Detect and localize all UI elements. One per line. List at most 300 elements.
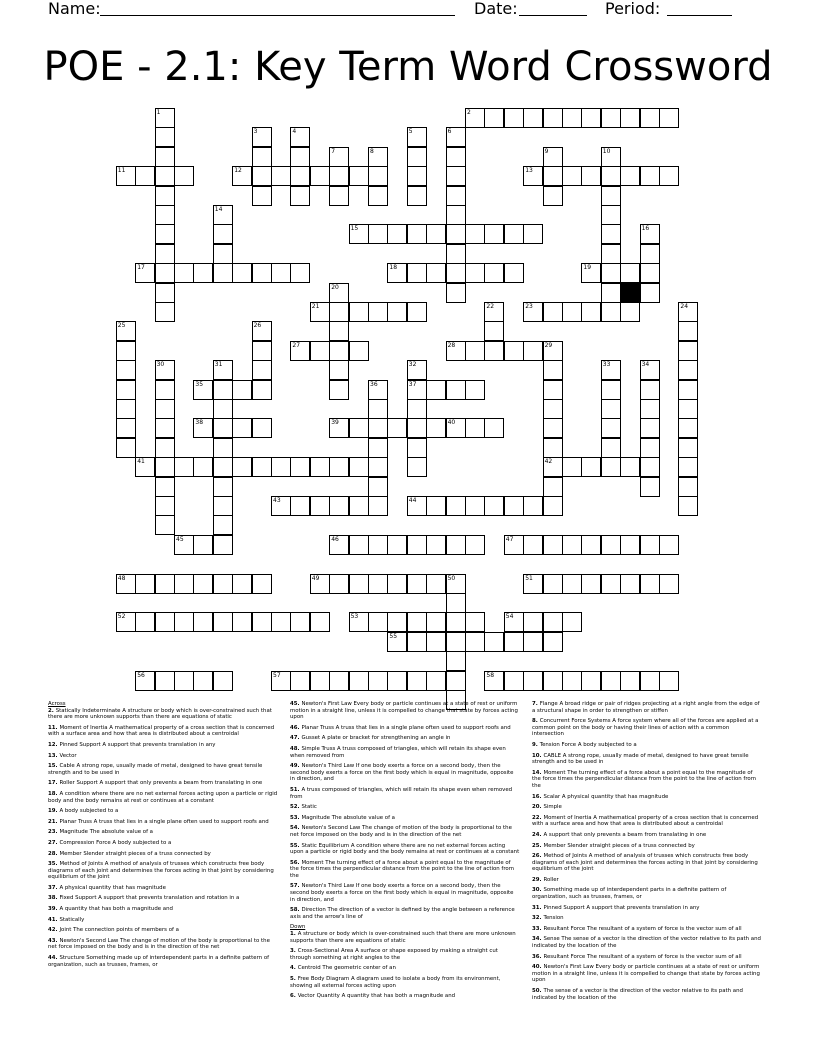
grid-cell[interactable]	[407, 632, 427, 652]
grid-cell[interactable]	[407, 496, 427, 516]
grid-cell[interactable]	[193, 574, 213, 594]
grid-cell[interactable]	[407, 186, 427, 206]
grid-cell[interactable]	[329, 186, 349, 206]
grid-cell[interactable]	[252, 418, 272, 438]
grid-cell[interactable]	[155, 515, 175, 535]
grid-cell[interactable]	[349, 166, 369, 186]
grid-cell[interactable]	[213, 360, 233, 380]
grid-cell[interactable]	[601, 574, 621, 594]
grid-cell[interactable]	[310, 302, 330, 322]
grid-cell[interactable]	[543, 438, 563, 458]
grid-cell[interactable]	[155, 224, 175, 244]
grid-cell[interactable]	[543, 632, 563, 652]
grid-cell[interactable]	[543, 477, 563, 497]
grid-cell[interactable]	[523, 496, 543, 516]
grid-cell[interactable]	[174, 535, 194, 555]
grid-cell[interactable]	[368, 186, 388, 206]
grid-cell[interactable]	[543, 535, 563, 555]
grid-cell[interactable]	[387, 535, 407, 555]
grid-cell[interactable]	[465, 612, 485, 632]
grid-cell[interactable]	[523, 671, 543, 691]
grid-cell[interactable]	[407, 127, 427, 147]
grid-cell[interactable]	[601, 147, 621, 167]
grid-cell[interactable]	[407, 418, 427, 438]
grid-cell[interactable]	[310, 457, 330, 477]
grid-cell[interactable]	[213, 477, 233, 497]
grid-cell[interactable]	[368, 457, 388, 477]
grid-cell[interactable]	[543, 612, 563, 632]
grid-cell[interactable]	[252, 127, 272, 147]
grid-cell[interactable]	[504, 632, 524, 652]
grid-cell[interactable]	[387, 612, 407, 632]
grid-cell[interactable]	[581, 263, 601, 283]
grid-cell[interactable]	[349, 671, 369, 691]
grid-cell[interactable]	[193, 671, 213, 691]
grid-cell[interactable]	[329, 496, 349, 516]
grid-cell[interactable]	[678, 302, 698, 322]
grid-cell[interactable]	[213, 535, 233, 555]
grid-cell[interactable]	[523, 632, 543, 652]
grid-cell[interactable]	[232, 380, 252, 400]
date-field[interactable]	[519, 0, 587, 16]
grid-cell[interactable]	[465, 535, 485, 555]
grid-cell[interactable]	[523, 535, 543, 555]
grid-cell[interactable]	[659, 535, 679, 555]
grid-cell[interactable]	[446, 205, 466, 225]
grid-cell[interactable]	[562, 612, 582, 632]
grid-cell[interactable]	[407, 380, 427, 400]
grid-cell[interactable]	[465, 496, 485, 516]
grid-cell[interactable]	[252, 380, 272, 400]
grid-cell[interactable]	[484, 321, 504, 341]
grid-cell[interactable]	[523, 166, 543, 186]
grid-cell[interactable]	[252, 166, 272, 186]
grid-cell[interactable]	[543, 108, 563, 128]
grid-cell[interactable]	[213, 457, 233, 477]
grid-cell[interactable]	[213, 612, 233, 632]
grid-cell[interactable]	[213, 263, 233, 283]
grid-cell[interactable]	[446, 418, 466, 438]
grid-cell[interactable]	[155, 127, 175, 147]
grid-cell[interactable]	[426, 224, 446, 244]
grid-cell[interactable]	[213, 418, 233, 438]
grid-cell[interactable]	[504, 535, 524, 555]
grid-cell[interactable]	[640, 574, 660, 594]
grid-cell[interactable]	[310, 341, 330, 361]
grid-cell[interactable]	[232, 457, 252, 477]
grid-cell[interactable]	[135, 457, 155, 477]
grid-cell[interactable]	[504, 108, 524, 128]
grid-cell[interactable]	[678, 496, 698, 516]
grid-cell[interactable]	[465, 108, 485, 128]
grid-cell[interactable]	[678, 321, 698, 341]
grid-cell[interactable]	[601, 263, 621, 283]
grid-cell[interactable]	[562, 535, 582, 555]
grid-cell[interactable]	[407, 302, 427, 322]
grid-cell[interactable]	[543, 302, 563, 322]
grid-cell[interactable]	[387, 302, 407, 322]
grid-cell[interactable]	[446, 535, 466, 555]
grid-cell[interactable]	[504, 341, 524, 361]
grid-cell[interactable]	[155, 302, 175, 322]
grid-cell[interactable]	[407, 360, 427, 380]
grid-cell[interactable]	[290, 671, 310, 691]
grid-cell[interactable]	[640, 380, 660, 400]
grid-cell[interactable]	[620, 457, 640, 477]
grid-cell[interactable]	[368, 438, 388, 458]
grid-cell[interactable]	[135, 574, 155, 594]
grid-cell[interactable]	[640, 263, 660, 283]
grid-cell[interactable]	[640, 438, 660, 458]
grid-cell[interactable]	[290, 166, 310, 186]
grid-cell[interactable]	[426, 496, 446, 516]
grid-cell[interactable]	[252, 186, 272, 206]
grid-cell[interactable]	[155, 244, 175, 264]
grid-cell[interactable]	[640, 360, 660, 380]
grid-cell[interactable]	[465, 224, 485, 244]
grid-cell[interactable]	[465, 380, 485, 400]
grid-cell[interactable]	[174, 612, 194, 632]
grid-cell[interactable]	[678, 360, 698, 380]
grid-cell[interactable]	[387, 574, 407, 594]
grid-cell[interactable]	[446, 147, 466, 167]
grid-cell[interactable]	[329, 166, 349, 186]
grid-cell[interactable]	[640, 108, 660, 128]
grid-cell[interactable]	[155, 438, 175, 458]
grid-cell[interactable]	[271, 263, 291, 283]
grid-cell[interactable]	[368, 418, 388, 438]
grid-cell[interactable]	[543, 457, 563, 477]
grid-cell[interactable]	[271, 496, 291, 516]
grid-cell[interactable]	[601, 457, 621, 477]
grid-cell[interactable]	[601, 535, 621, 555]
grid-cell[interactable]	[155, 263, 175, 283]
grid-cell[interactable]	[193, 535, 213, 555]
grid-cell[interactable]	[174, 671, 194, 691]
grid-cell[interactable]	[135, 166, 155, 186]
grid-cell[interactable]	[232, 418, 252, 438]
grid-cell[interactable]	[368, 224, 388, 244]
grid-cell[interactable]	[543, 418, 563, 438]
grid-cell[interactable]	[659, 108, 679, 128]
grid-cell[interactable]	[193, 263, 213, 283]
grid-cell[interactable]	[174, 263, 194, 283]
grid-cell[interactable]	[446, 651, 466, 671]
grid-cell[interactable]	[252, 321, 272, 341]
grid-cell[interactable]	[252, 457, 272, 477]
grid-cell[interactable]	[329, 302, 349, 322]
grid-cell[interactable]	[174, 166, 194, 186]
grid-cell[interactable]	[155, 360, 175, 380]
grid-cell[interactable]	[446, 186, 466, 206]
grid-cell[interactable]	[484, 496, 504, 516]
grid-cell[interactable]	[678, 477, 698, 497]
grid-cell[interactable]	[232, 574, 252, 594]
grid-cell[interactable]	[678, 341, 698, 361]
grid-cell[interactable]	[659, 671, 679, 691]
grid-cell[interactable]	[193, 457, 213, 477]
grid-cell[interactable]	[407, 399, 427, 419]
grid-cell[interactable]	[581, 166, 601, 186]
grid-cell[interactable]	[368, 302, 388, 322]
grid-cell[interactable]	[329, 380, 349, 400]
grid-cell[interactable]	[329, 283, 349, 303]
grid-cell[interactable]	[601, 671, 621, 691]
grid-cell[interactable]	[213, 515, 233, 535]
grid-cell[interactable]	[678, 380, 698, 400]
grid-cell[interactable]	[426, 380, 446, 400]
grid-cell[interactable]	[310, 671, 330, 691]
grid-cell[interactable]	[465, 263, 485, 283]
grid-cell[interactable]	[562, 166, 582, 186]
grid-cell[interactable]	[446, 380, 466, 400]
grid-cell[interactable]	[155, 205, 175, 225]
grid-cell[interactable]	[543, 341, 563, 361]
grid-cell[interactable]	[562, 574, 582, 594]
grid-cell[interactable]	[484, 341, 504, 361]
grid-cell[interactable]	[446, 593, 466, 613]
grid-cell[interactable]	[640, 224, 660, 244]
grid-cell[interactable]	[601, 166, 621, 186]
grid-cell[interactable]	[155, 108, 175, 128]
grid-cell[interactable]	[678, 457, 698, 477]
grid-cell[interactable]	[290, 147, 310, 167]
grid-cell[interactable]	[426, 612, 446, 632]
grid-cell[interactable]	[678, 418, 698, 438]
grid-cell[interactable]	[329, 341, 349, 361]
grid-cell[interactable]	[407, 224, 427, 244]
grid-cell[interactable]	[543, 186, 563, 206]
grid-cell[interactable]	[601, 399, 621, 419]
grid-cell[interactable]	[368, 147, 388, 167]
grid-cell[interactable]	[368, 612, 388, 632]
grid-cell[interactable]	[484, 224, 504, 244]
grid-cell[interactable]	[116, 438, 136, 458]
grid-cell[interactable]	[213, 224, 233, 244]
grid-cell[interactable]	[543, 380, 563, 400]
grid-cell[interactable]	[290, 341, 310, 361]
grid-cell[interactable]	[601, 244, 621, 264]
grid-cell[interactable]	[581, 574, 601, 594]
grid-cell[interactable]	[601, 302, 621, 322]
grid-cell[interactable]	[601, 224, 621, 244]
grid-cell[interactable]	[232, 612, 252, 632]
grid-cell[interactable]	[310, 166, 330, 186]
grid-cell[interactable]	[116, 612, 136, 632]
grid-cell[interactable]	[252, 612, 272, 632]
grid-cell[interactable]	[504, 671, 524, 691]
grid-cell[interactable]	[601, 380, 621, 400]
grid-cell[interactable]	[155, 166, 175, 186]
grid-cell[interactable]	[465, 418, 485, 438]
grid-cell[interactable]	[290, 263, 310, 283]
grid-cell[interactable]	[678, 399, 698, 419]
grid-cell[interactable]	[155, 399, 175, 419]
grid-cell[interactable]	[116, 418, 136, 438]
grid-cell[interactable]	[271, 671, 291, 691]
grid-cell[interactable]	[640, 457, 660, 477]
grid-cell[interactable]	[543, 496, 563, 516]
grid-cell[interactable]	[252, 263, 272, 283]
grid-cell[interactable]	[504, 496, 524, 516]
grid-cell[interactable]	[155, 612, 175, 632]
grid-cell[interactable]	[387, 418, 407, 438]
grid-cell[interactable]	[174, 457, 194, 477]
grid-cell[interactable]	[426, 574, 446, 594]
grid-cell[interactable]	[349, 224, 369, 244]
grid-cell[interactable]	[446, 224, 466, 244]
grid-cell[interactable]	[213, 244, 233, 264]
grid-cell[interactable]	[290, 127, 310, 147]
grid-cell[interactable]	[620, 166, 640, 186]
grid-cell[interactable]	[484, 108, 504, 128]
grid-cell[interactable]	[271, 457, 291, 477]
grid-cell[interactable]	[640, 671, 660, 691]
grid-cell[interactable]	[407, 438, 427, 458]
grid-cell[interactable]	[155, 477, 175, 497]
grid-cell[interactable]	[349, 574, 369, 594]
grid-cell[interactable]	[581, 108, 601, 128]
grid-cell[interactable]	[426, 632, 446, 652]
grid-cell[interactable]	[446, 341, 466, 361]
name-field[interactable]	[100, 0, 455, 16]
grid-cell[interactable]	[562, 108, 582, 128]
grid-cell[interactable]	[407, 147, 427, 167]
grid-cell[interactable]	[407, 612, 427, 632]
grid-cell[interactable]	[543, 671, 563, 691]
grid-cell[interactable]	[349, 612, 369, 632]
grid-cell[interactable]	[426, 535, 446, 555]
grid-cell[interactable]	[116, 574, 136, 594]
grid-cell[interactable]	[640, 535, 660, 555]
period-field[interactable]	[667, 0, 732, 16]
grid-cell[interactable]	[426, 418, 446, 438]
grid-cell[interactable]	[620, 671, 640, 691]
grid-cell[interactable]	[640, 166, 660, 186]
grid-cell[interactable]	[407, 263, 427, 283]
grid-cell[interactable]	[329, 147, 349, 167]
grid-cell[interactable]	[426, 671, 446, 691]
grid-cell[interactable]	[290, 612, 310, 632]
grid-cell[interactable]	[290, 457, 310, 477]
grid-cell[interactable]	[387, 671, 407, 691]
grid-cell[interactable]	[310, 574, 330, 594]
grid-cell[interactable]	[271, 166, 291, 186]
grid-cell[interactable]	[116, 380, 136, 400]
grid-cell[interactable]	[523, 612, 543, 632]
grid-cell[interactable]	[659, 166, 679, 186]
grid-cell[interactable]	[640, 244, 660, 264]
grid-cell[interactable]	[193, 612, 213, 632]
grid-cell[interactable]	[155, 418, 175, 438]
grid-cell[interactable]	[523, 341, 543, 361]
grid-cell[interactable]	[252, 341, 272, 361]
grid-cell[interactable]	[523, 108, 543, 128]
grid-cell[interactable]	[116, 166, 136, 186]
grid-cell[interactable]	[329, 457, 349, 477]
grid-cell[interactable]	[581, 535, 601, 555]
grid-cell[interactable]	[543, 360, 563, 380]
grid-cell[interactable]	[426, 263, 446, 283]
grid-cell[interactable]	[252, 360, 272, 380]
grid-cell[interactable]	[504, 263, 524, 283]
grid-cell[interactable]	[213, 205, 233, 225]
grid-cell[interactable]	[368, 166, 388, 186]
grid-cell[interactable]	[329, 574, 349, 594]
grid-cell[interactable]	[562, 302, 582, 322]
grid-cell[interactable]	[232, 263, 252, 283]
grid-cell[interactable]	[562, 671, 582, 691]
grid-cell[interactable]	[543, 166, 563, 186]
grid-cell[interactable]	[387, 263, 407, 283]
grid-cell[interactable]	[387, 224, 407, 244]
grid-cell[interactable]	[368, 380, 388, 400]
grid-cell[interactable]	[349, 302, 369, 322]
grid-cell[interactable]	[620, 574, 640, 594]
grid-cell[interactable]	[368, 399, 388, 419]
grid-cell[interactable]	[368, 671, 388, 691]
grid-cell[interactable]	[504, 224, 524, 244]
grid-cell[interactable]	[446, 283, 466, 303]
grid-cell[interactable]	[543, 147, 563, 167]
grid-cell[interactable]	[193, 380, 213, 400]
grid-cell[interactable]	[543, 399, 563, 419]
grid-cell[interactable]	[484, 263, 504, 283]
grid-cell[interactable]	[446, 632, 466, 652]
grid-cell[interactable]	[601, 186, 621, 206]
grid-cell[interactable]	[155, 283, 175, 303]
grid-cell[interactable]	[155, 496, 175, 516]
grid-cell[interactable]	[446, 263, 466, 283]
grid-cell[interactable]	[446, 671, 466, 691]
grid-cell[interactable]	[290, 496, 310, 516]
grid-cell[interactable]	[407, 535, 427, 555]
grid-cell[interactable]	[368, 574, 388, 594]
grid-cell[interactable]	[329, 535, 349, 555]
grid-cell[interactable]	[640, 399, 660, 419]
grid-cell[interactable]	[601, 205, 621, 225]
grid-cell[interactable]	[329, 360, 349, 380]
grid-cell[interactable]	[465, 341, 485, 361]
grid-cell[interactable]	[349, 535, 369, 555]
grid-cell[interactable]	[484, 671, 504, 691]
grid-cell[interactable]	[446, 244, 466, 264]
grid-cell[interactable]	[368, 535, 388, 555]
grid-cell[interactable]	[523, 574, 543, 594]
grid-cell[interactable]	[407, 166, 427, 186]
grid-cell[interactable]	[446, 127, 466, 147]
grid-cell[interactable]	[446, 496, 466, 516]
grid-cell[interactable]	[310, 496, 330, 516]
grid-cell[interactable]	[252, 574, 272, 594]
grid-cell[interactable]	[504, 612, 524, 632]
grid-cell[interactable]	[368, 496, 388, 516]
grid-cell[interactable]	[407, 671, 427, 691]
grid-cell[interactable]	[678, 438, 698, 458]
grid-cell[interactable]	[349, 457, 369, 477]
grid-cell[interactable]	[407, 457, 427, 477]
grid-cell[interactable]	[116, 341, 136, 361]
grid-cell[interactable]	[116, 360, 136, 380]
grid-cell[interactable]	[446, 166, 466, 186]
grid-cell[interactable]	[523, 302, 543, 322]
grid-cell[interactable]	[116, 399, 136, 419]
grid-cell[interactable]	[620, 302, 640, 322]
grid-cell[interactable]	[601, 418, 621, 438]
grid-cell[interactable]	[640, 418, 660, 438]
grid-cell[interactable]	[155, 186, 175, 206]
grid-cell[interactable]	[232, 166, 252, 186]
